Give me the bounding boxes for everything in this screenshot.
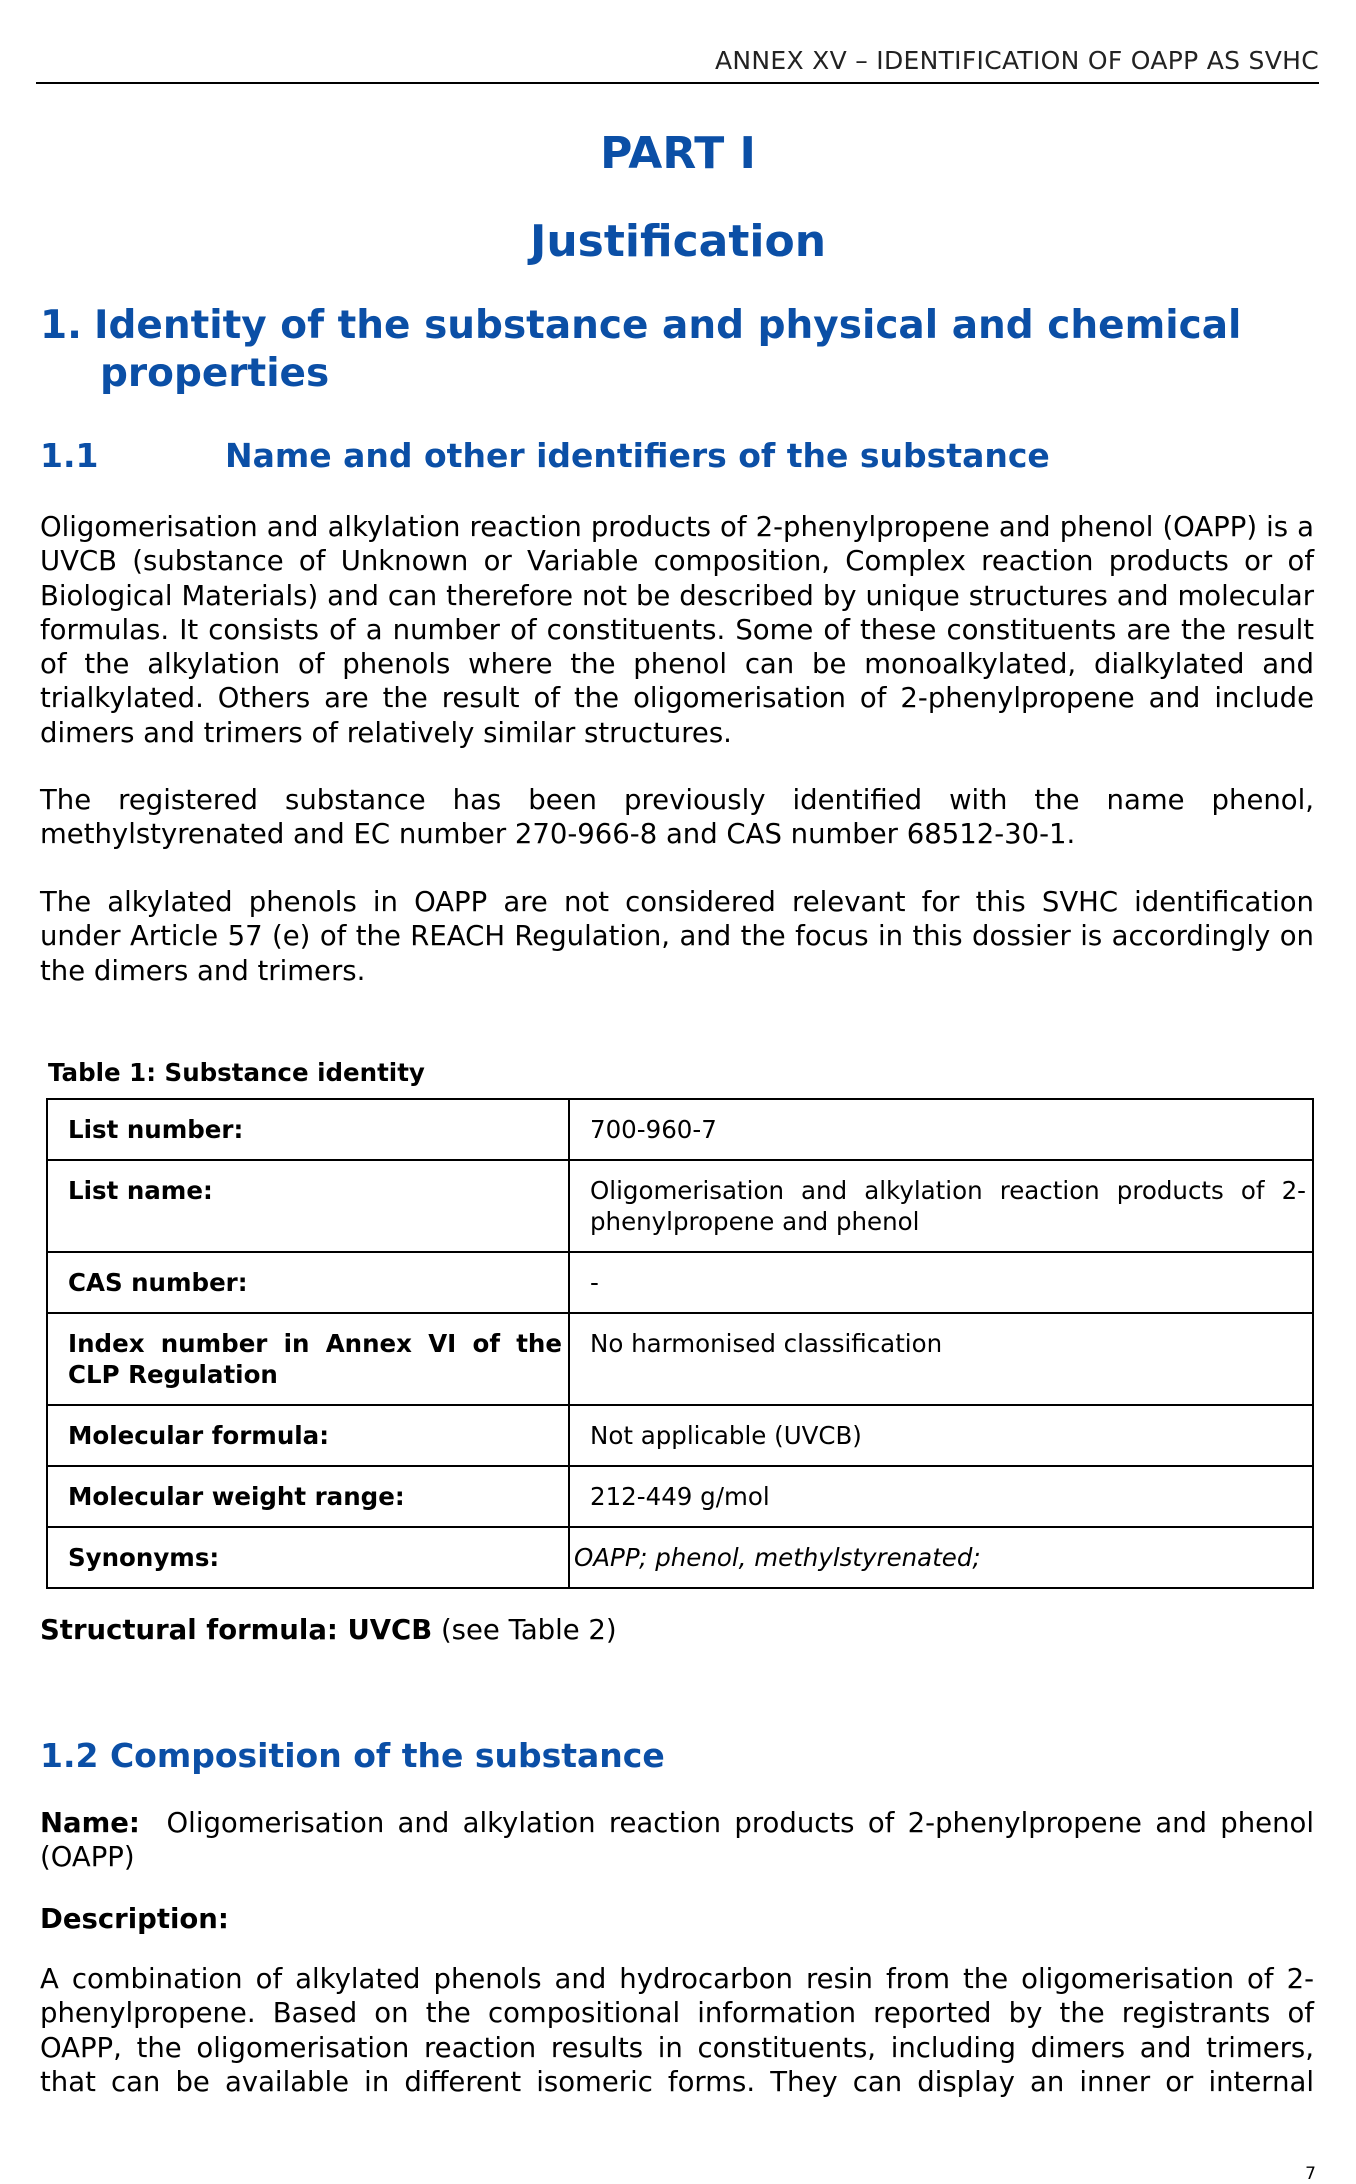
section-1-title-line1: Identity of the substance and physical and chemical (94, 303, 1242, 348)
structural-formula-label: Structural formula: UVCB (40, 1614, 433, 1646)
row-label: CAS number: (47, 1252, 569, 1313)
section-1-1-heading (40, 436, 1320, 475)
substance-identity-table (46, 1098, 1314, 1589)
row-value: - (569, 1252, 1313, 1313)
table-row (47, 1160, 1313, 1252)
row-value: OAPP; phenol, methylstyrenated; (569, 1527, 1313, 1588)
structural-formula-line (40, 1614, 617, 1646)
row-value: 700-960-7 (569, 1099, 1313, 1160)
table-row (47, 1099, 1313, 1160)
section-1-2-heading: 1.2 Composition of the substance (40, 1736, 665, 1775)
header-rule (36, 82, 1319, 84)
running-header: ANNEX XV – IDENTIFICATION OF OAPP AS SVHC (715, 46, 1319, 75)
paragraph-registered-substance: The registered substance has been previously identified with the name phenol, methylstyrenated and EC number 270-966-8 and CAS number 68512-30-1. (40, 784, 1314, 851)
description-label: Description: (40, 1903, 229, 1935)
page-number: 7 (1305, 2164, 1316, 2184)
row-value: Not applicable (UVCB) (569, 1405, 1313, 1466)
structural-formula-note: (see Table 2) (432, 1614, 617, 1646)
row-label: List number: (47, 1099, 569, 1160)
table-row (47, 1527, 1313, 1588)
row-label: Index number in Annex VI of the CLP Regulation (47, 1313, 569, 1405)
row-label: Synonyms: (47, 1527, 569, 1588)
section-1-number: 1. (40, 303, 82, 348)
section-1-title-line2: properties (100, 351, 330, 396)
section-1-1-number: 1.1 (40, 436, 99, 475)
paragraph-uvcb-description: Oligomerisation and alkylation reaction products of 2-phenylpropene and phenol (OAPP) is a UVCB (substance of Unknown or Variable composition, Complex reaction products or of Biological Materials) and can therefore not be described by unique structures and molecular formulas. It consists of a number of constituents. Some of these constituents are the result of the alkylation of phenols where the phenol can be monoalkylated, dialkylated and trialkylated. Others are the result of the oligomerisation of 2-phenylpropene and include dimers and trimers of relatively similar structures. (40, 511, 1314, 749)
composition-name (40, 1806, 1323, 1875)
composition-name-value: Oligomerisation and alkylation reaction products of 2-phenylpropene and phenol (OAPP) (40, 1807, 1323, 1874)
table-row (47, 1252, 1313, 1313)
table-row (47, 1466, 1313, 1527)
paragraph-alkylated-phenols: The alkylated phenols in OAPP are not considered relevant for this SVHC identification under Article 57 (e) of the REACH Regulation, and the focus in this dossier is accordingly on the dimers and trimers. (40, 886, 1314, 987)
table-1-caption: Table 1: Substance identity (48, 1058, 425, 1087)
part-subtitle: Justification (529, 216, 827, 267)
row-label: List name: (47, 1160, 569, 1252)
row-value: Oligomerisation and alkylation reaction products of 2-phenylpropene and phenol (569, 1160, 1313, 1252)
section-1-heading (40, 302, 1320, 398)
table-row (47, 1313, 1313, 1405)
row-value: No harmonised classification (569, 1313, 1313, 1405)
table-row (47, 1405, 1313, 1466)
section-1-1-title: Name and other identifiers of the substance (225, 436, 1050, 475)
part-title: PART I (600, 128, 756, 179)
description-text: A combination of alkylated phenols and hydrocarbon resin from the oligomerisation of 2-phenylpropene. Based on the compositional information reported by the registrants of OAPP, the oligomerisation reaction results in constituents, including dimers and trimers, that can be available in different isomeric forms. They can display an inner or internal (40, 1963, 1314, 2098)
composition-name-label: Name: (40, 1807, 140, 1839)
row-label: Molecular formula: (47, 1405, 569, 1466)
row-label: Molecular weight range: (47, 1466, 569, 1527)
row-value: 212-449 g/mol (569, 1466, 1313, 1527)
